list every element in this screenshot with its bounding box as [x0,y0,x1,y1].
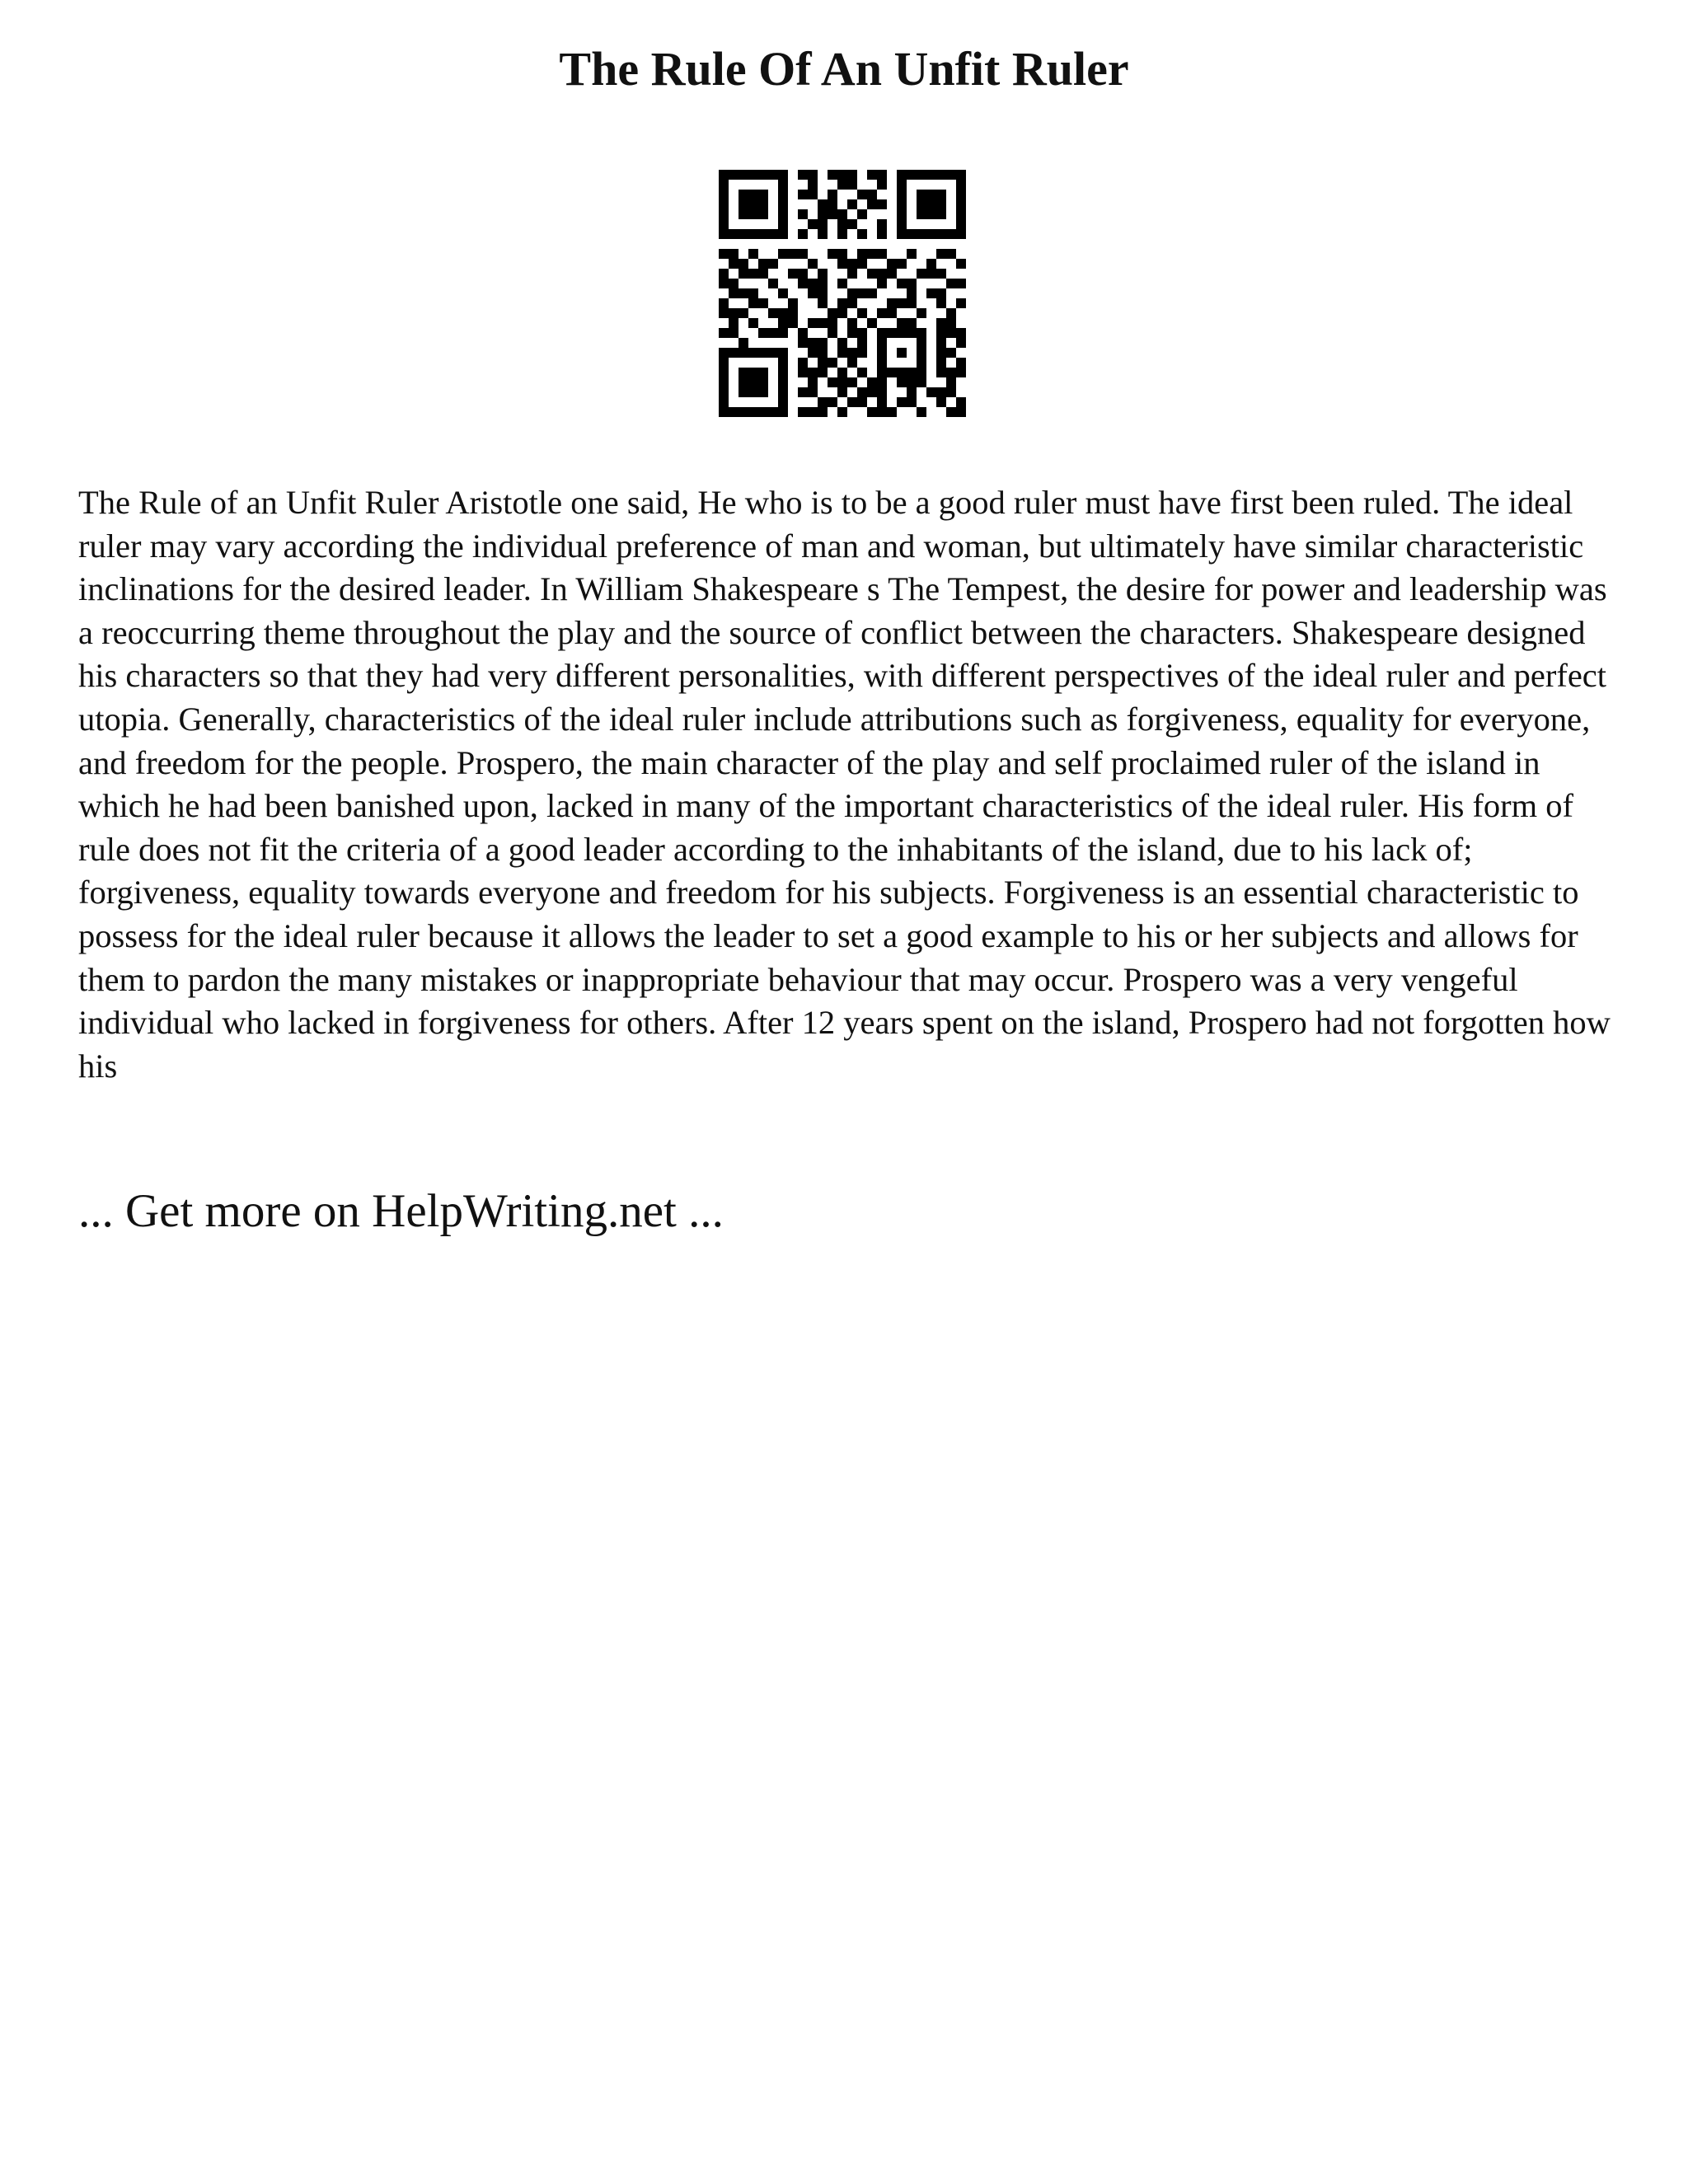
qr-code-graphic [719,170,966,417]
get-more-link[interactable]: ... Get more on HelpWriting.net ... [78,1185,724,1237]
essay-body-text: The Rule of an Unfit Ruler Aristotle one said, He who is to be a good ruler must have first been ruled. The ideal ruler may vary according the individual preference of man and woman, but ultimately have similar characteristic inclinations for the desired leader. In William Shakespeare s The Tempest, the desire for power and leadership was a reoccurring theme throughout the play and the source of conflict between the characters. Shakespeare designed his characters so that they had very different personalities, with different perspectives of the ideal ruler and perfect utopia. Generally, characteristics of the ideal ruler include attributions such as forgiveness, equality for everyone, and freedom for the people. Prospero, the main character of the play and self proclaimed ruler of the island in which he had been banished upon, lacked in many of the important characteristics of the ideal ruler. His form of rule does not fit the criteria of a good leader according to the inhabitants of the island, due to his lack of; forgiveness, equality towards everyone and freedom for his subjects. Forgiveness is an essential characteristic to possess for the ideal ruler because it allows the leader to set a good example to his or her subjects and allows for them to pardon the many mistakes or inappropriate behaviour that may occur. Prospero was a very vengeful individual who lacked in forgiveness for others. After 12 years spent on the island, Prospero had not forgotten how his [78,484,1611,1085]
qr-code-icon[interactable] [719,170,966,417]
page-title: The Rule Of An Unfit Ruler [559,42,1129,96]
